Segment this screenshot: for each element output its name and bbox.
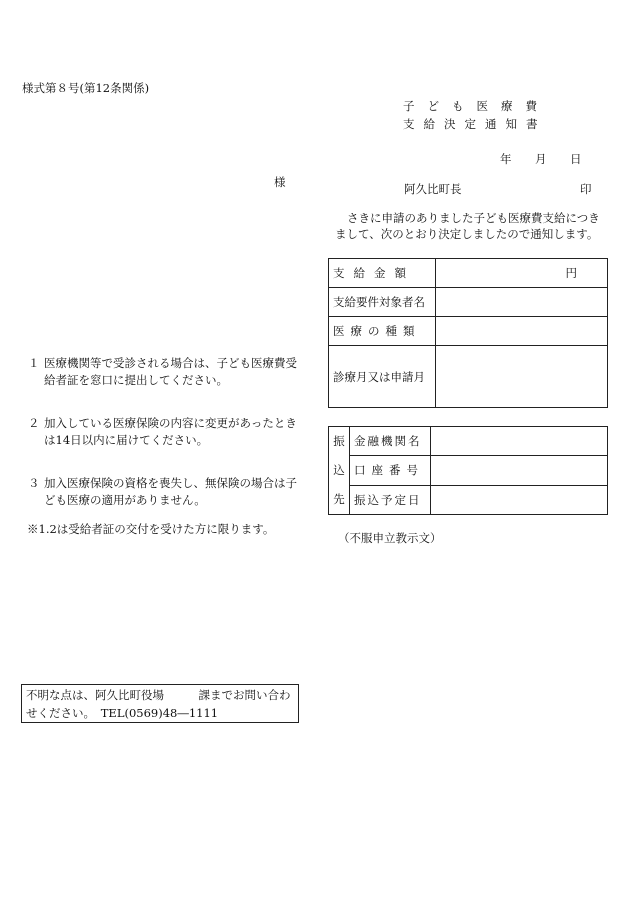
title-line2: 支給決定通知書 [403,117,547,131]
seal: 印 [580,182,592,196]
transfer-char-2: 込 [333,463,345,477]
intro-line1: さきに申請のありました子ども医療費支給につき [347,211,600,225]
note-1 [30,355,305,389]
note-2 [30,415,305,449]
contact-line2: せください。 TEL(0569)48―1111 [26,706,219,720]
value-treatment-month [436,346,608,408]
table-row [329,456,608,485]
value-eligible-person [436,288,608,317]
note-text: 医療機関等で受診される場合は、子ども医療費受給者証を窓口に提出してください。 [44,356,297,387]
main-table [328,258,608,408]
form-number: 様式第８号(第12条関係) [22,81,150,95]
table-row [329,346,608,408]
transfer-table [328,426,608,515]
note-number: ２ [28,416,40,430]
contact-line1: 不明な点は、阿久比町役場 課までお問い合わ [26,688,291,702]
label-medical-type: 医療の種類 [329,317,436,346]
label-treatment-month: 診療月又は申請月 [329,346,436,408]
addressee-suffix: 様 [274,175,286,189]
table-row [329,317,608,346]
value-payment-amount: 円 [436,259,608,288]
value-account-number [431,456,608,485]
note-number: １ [28,356,40,370]
title-line1: 子ども医療費 [403,99,550,113]
label-account-number: 口座番号 [350,456,431,485]
note-3 [30,475,305,509]
value-transfer-date [431,485,608,514]
transfer-group-label [329,427,350,515]
date-year: 年 [500,152,512,166]
date-day: 日 [570,152,582,166]
note-text: 加入医療保険の資格を喪失し、無保険の場合は子ども医療の適用がありません。 [44,476,297,507]
table-row [329,259,608,288]
label-transfer-date: 振込予定日 [350,485,431,514]
appeal-notice: （不服申立教示文） [338,531,442,545]
label-bank-name: 金融機関名 [350,427,431,456]
note-text: 加入している医療保険の内容に変更があったときは14日以内に届けてください。 [44,416,297,447]
table-row [329,485,608,514]
label-eligible-person: 支給要件対象者名 [329,288,436,317]
issuer: 阿久比町長 [404,182,462,196]
table-row [329,427,608,456]
value-bank-name [431,427,608,456]
note-number: ３ [28,476,40,490]
transfer-char-3: 先 [333,492,345,506]
contact-box [21,684,299,723]
intro-line2: まして、次のとおり決定しましたので通知します。 [335,227,599,241]
footnote: ※1.2は受給者証の交付を受けた方に限ります。 [27,522,275,536]
transfer-char-1: 振 [333,434,345,448]
table-row [329,288,608,317]
label-payment-amount: 支給金額 [329,259,436,288]
value-medical-type [436,317,608,346]
date-month: 月 [535,152,547,166]
